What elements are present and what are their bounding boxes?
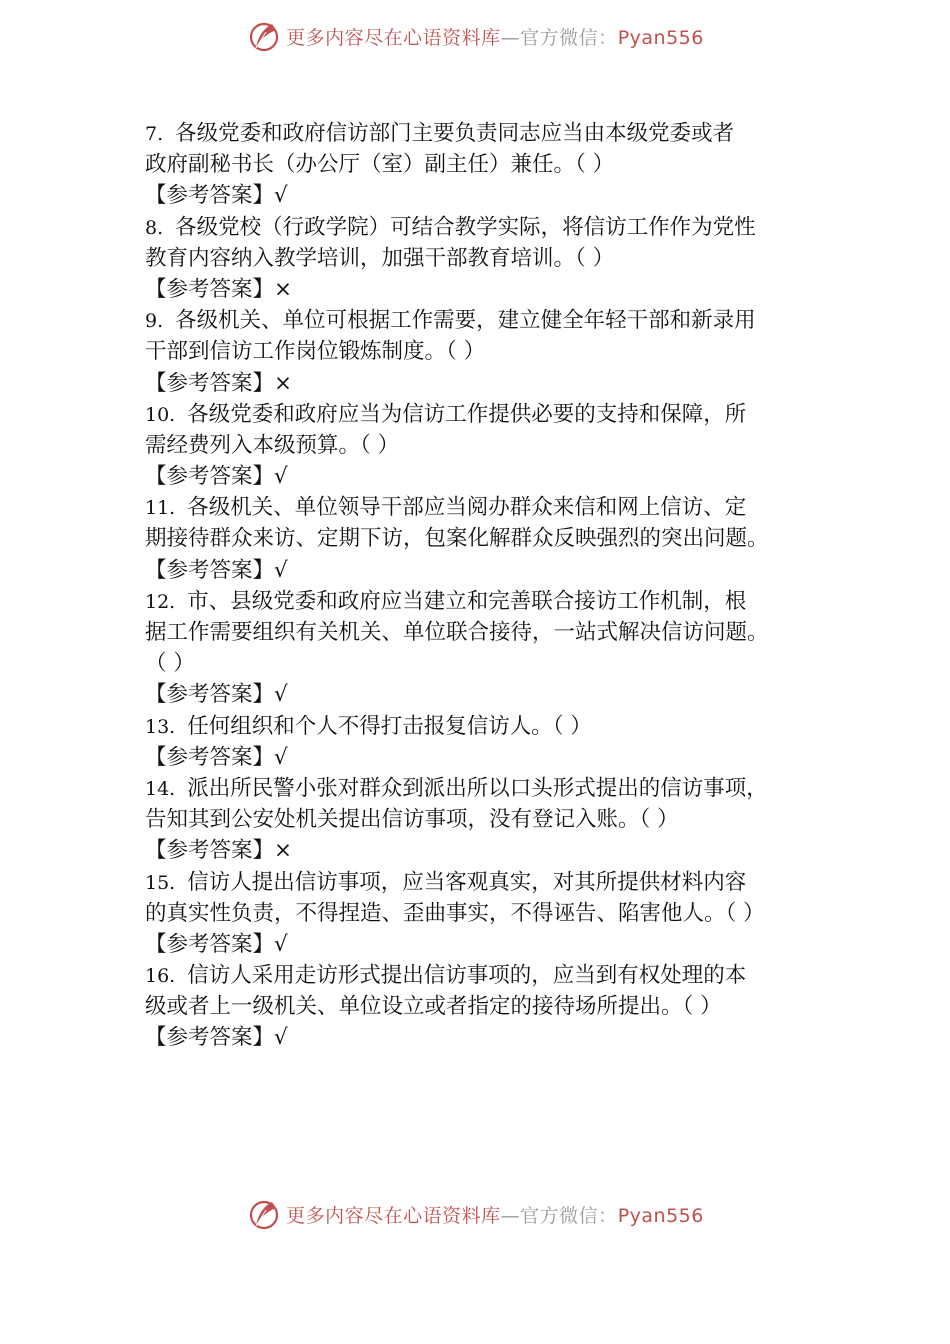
- question-text-line: [145, 773, 815, 804]
- question-text: 市、县级党委和政府应当建立和完善联合接访工作机制，根: [187, 588, 747, 614]
- question-text: 信访人提出信访事项，应当客观真实，对其所提供材料内容: [187, 869, 747, 895]
- answer-line: [145, 555, 815, 586]
- question-text: 据工作需要组织有关机关、单位联合接待，一站式解决信访问题。: [145, 620, 769, 645]
- question-text-line: [145, 305, 815, 336]
- question-text-line: [145, 399, 815, 430]
- answer-line: [145, 368, 815, 399]
- answer-label: 【参考答案】: [145, 1025, 275, 1051]
- question-text-line: [145, 243, 815, 274]
- question-text: 政府副秘书长（办公厅（室）副主任）兼任。（ ）: [145, 152, 615, 178]
- question-number: 8.: [145, 216, 164, 239]
- question-text-line: [145, 648, 815, 679]
- question-item: [145, 711, 815, 773]
- question-number: 16.: [145, 965, 176, 988]
- question-text: 各级机关、单位领导干部应当阅办群众来信和网上信访、定: [187, 495, 747, 521]
- answer-label: 【参考答案】: [145, 183, 275, 209]
- question-number: 15.: [145, 871, 176, 894]
- question-text: 派出所民警小张对群众到派出所以口头形式提出的信访事项，: [187, 775, 768, 801]
- question-text-line: [145, 492, 815, 523]
- header-banner: [0, 14, 950, 58]
- question-number: 10.: [145, 403, 176, 426]
- question-text: 级或者上一级机关、单位设立或者指定的接待场所提出。（ ）: [145, 994, 722, 1020]
- question-text-line: [145, 867, 815, 898]
- question-item: [145, 305, 815, 399]
- answer-label: 【参考答案】: [145, 744, 275, 770]
- answer-mark: ×: [274, 838, 293, 864]
- question-text: 干部到信访工作岗位锻炼制度。（ ）: [145, 339, 486, 365]
- answer-label: 【参考答案】: [145, 464, 275, 490]
- answer-mark: ×: [274, 276, 293, 302]
- question-item: [145, 118, 815, 212]
- answer-label: 【参考答案】: [145, 370, 275, 396]
- question-text: 教育内容纳入教学培训，加强干部教育培训。（ ）: [145, 245, 615, 271]
- question-text: 期接待群众来访、定期下访，包案化解群众反映强烈的突出问题。: [145, 526, 769, 552]
- question-text-line: [145, 430, 815, 461]
- question-text-line: [145, 336, 815, 367]
- question-text-line: [145, 898, 815, 929]
- answer-mark: √: [274, 1025, 288, 1051]
- answer-label: 【参考答案】: [145, 557, 275, 583]
- question-text-line: [145, 711, 815, 742]
- answer-line: [145, 1022, 815, 1053]
- question-item: [145, 212, 815, 306]
- feather-quill-logo-icon: [246, 1196, 282, 1232]
- answer-label: 【参考答案】: [145, 838, 275, 864]
- question-text: 的真实性负责，不得捏造、歪曲事实，不得诬告、陷害他人。（ ）: [145, 900, 765, 926]
- answer-mark: √: [274, 744, 288, 770]
- answer-mark: √: [274, 682, 288, 708]
- question-number: 11.: [145, 497, 176, 520]
- answer-line: [145, 742, 815, 773]
- question-item: [145, 586, 815, 711]
- question-text-line: [145, 960, 815, 991]
- question-item: [145, 399, 815, 493]
- answer-line: [145, 835, 815, 866]
- question-number: 12.: [145, 590, 176, 613]
- question-text: 任何组织和个人不得打击报复信访人。（ ）: [187, 713, 592, 739]
- question-text-line: [145, 617, 815, 648]
- question-text: 各级党校（行政学院）可结合教学实际，将信访工作作为党性: [175, 214, 756, 240]
- answer-label: 【参考答案】: [145, 682, 275, 708]
- question-item: [145, 867, 815, 961]
- answer-label: 【参考答案】: [145, 931, 275, 957]
- answer-mark: √: [274, 557, 288, 583]
- question-text: 告知其到公安处机关提出信访事项，没有登记入账。（ ）: [145, 807, 679, 833]
- question-item: [145, 773, 815, 867]
- answer-mark: ×: [274, 370, 293, 396]
- question-text-line: [145, 523, 815, 554]
- answer-mark: √: [274, 183, 288, 209]
- question-text-line: [145, 804, 815, 835]
- question-number: 14.: [145, 777, 176, 800]
- question-number: 9.: [145, 310, 164, 333]
- header-banner-text: 更多内容尽在心语资料库—官方微信：Pyan556: [286, 26, 704, 49]
- question-text-line: [145, 118, 815, 149]
- feather-quill-logo-icon: [246, 18, 282, 54]
- answer-mark: √: [274, 931, 288, 957]
- answer-line: [145, 274, 815, 305]
- footer-banner: [0, 1192, 950, 1236]
- question-text: 各级党委和政府信访部门主要负责同志应当由本级党委或者: [175, 121, 735, 146]
- question-number: 7.: [145, 123, 164, 145]
- question-number: 13.: [145, 715, 176, 738]
- question-text-line: [145, 149, 815, 180]
- question-item: [145, 960, 815, 1054]
- question-text: 需经费列入本级预算。（ ）: [145, 432, 400, 458]
- answer-line: [145, 461, 815, 492]
- question-text: （ ）: [145, 651, 195, 677]
- question-text-line: [145, 991, 815, 1022]
- question-text: 信访人采用走访形式提出信访事项的，应当到有权处理的本: [187, 963, 747, 989]
- answer-mark: √: [274, 464, 288, 490]
- question-text-line: [145, 212, 815, 243]
- answer-line: [145, 180, 815, 211]
- question-text-line: [145, 586, 815, 617]
- answer-line: [145, 679, 815, 710]
- question-list: [145, 118, 815, 1054]
- footer-banner-text: 更多内容尽在心语资料库—官方微信：Pyan556: [286, 1204, 704, 1227]
- answer-line: [145, 929, 815, 960]
- question-item: [145, 492, 815, 586]
- answer-label: 【参考答案】: [145, 276, 275, 302]
- question-text: 各级党委和政府应当为信访工作提供必要的支持和保障，所: [187, 401, 747, 427]
- question-text: 各级机关、单位可根据工作需要，建立健全年轻干部和新录用: [175, 308, 756, 334]
